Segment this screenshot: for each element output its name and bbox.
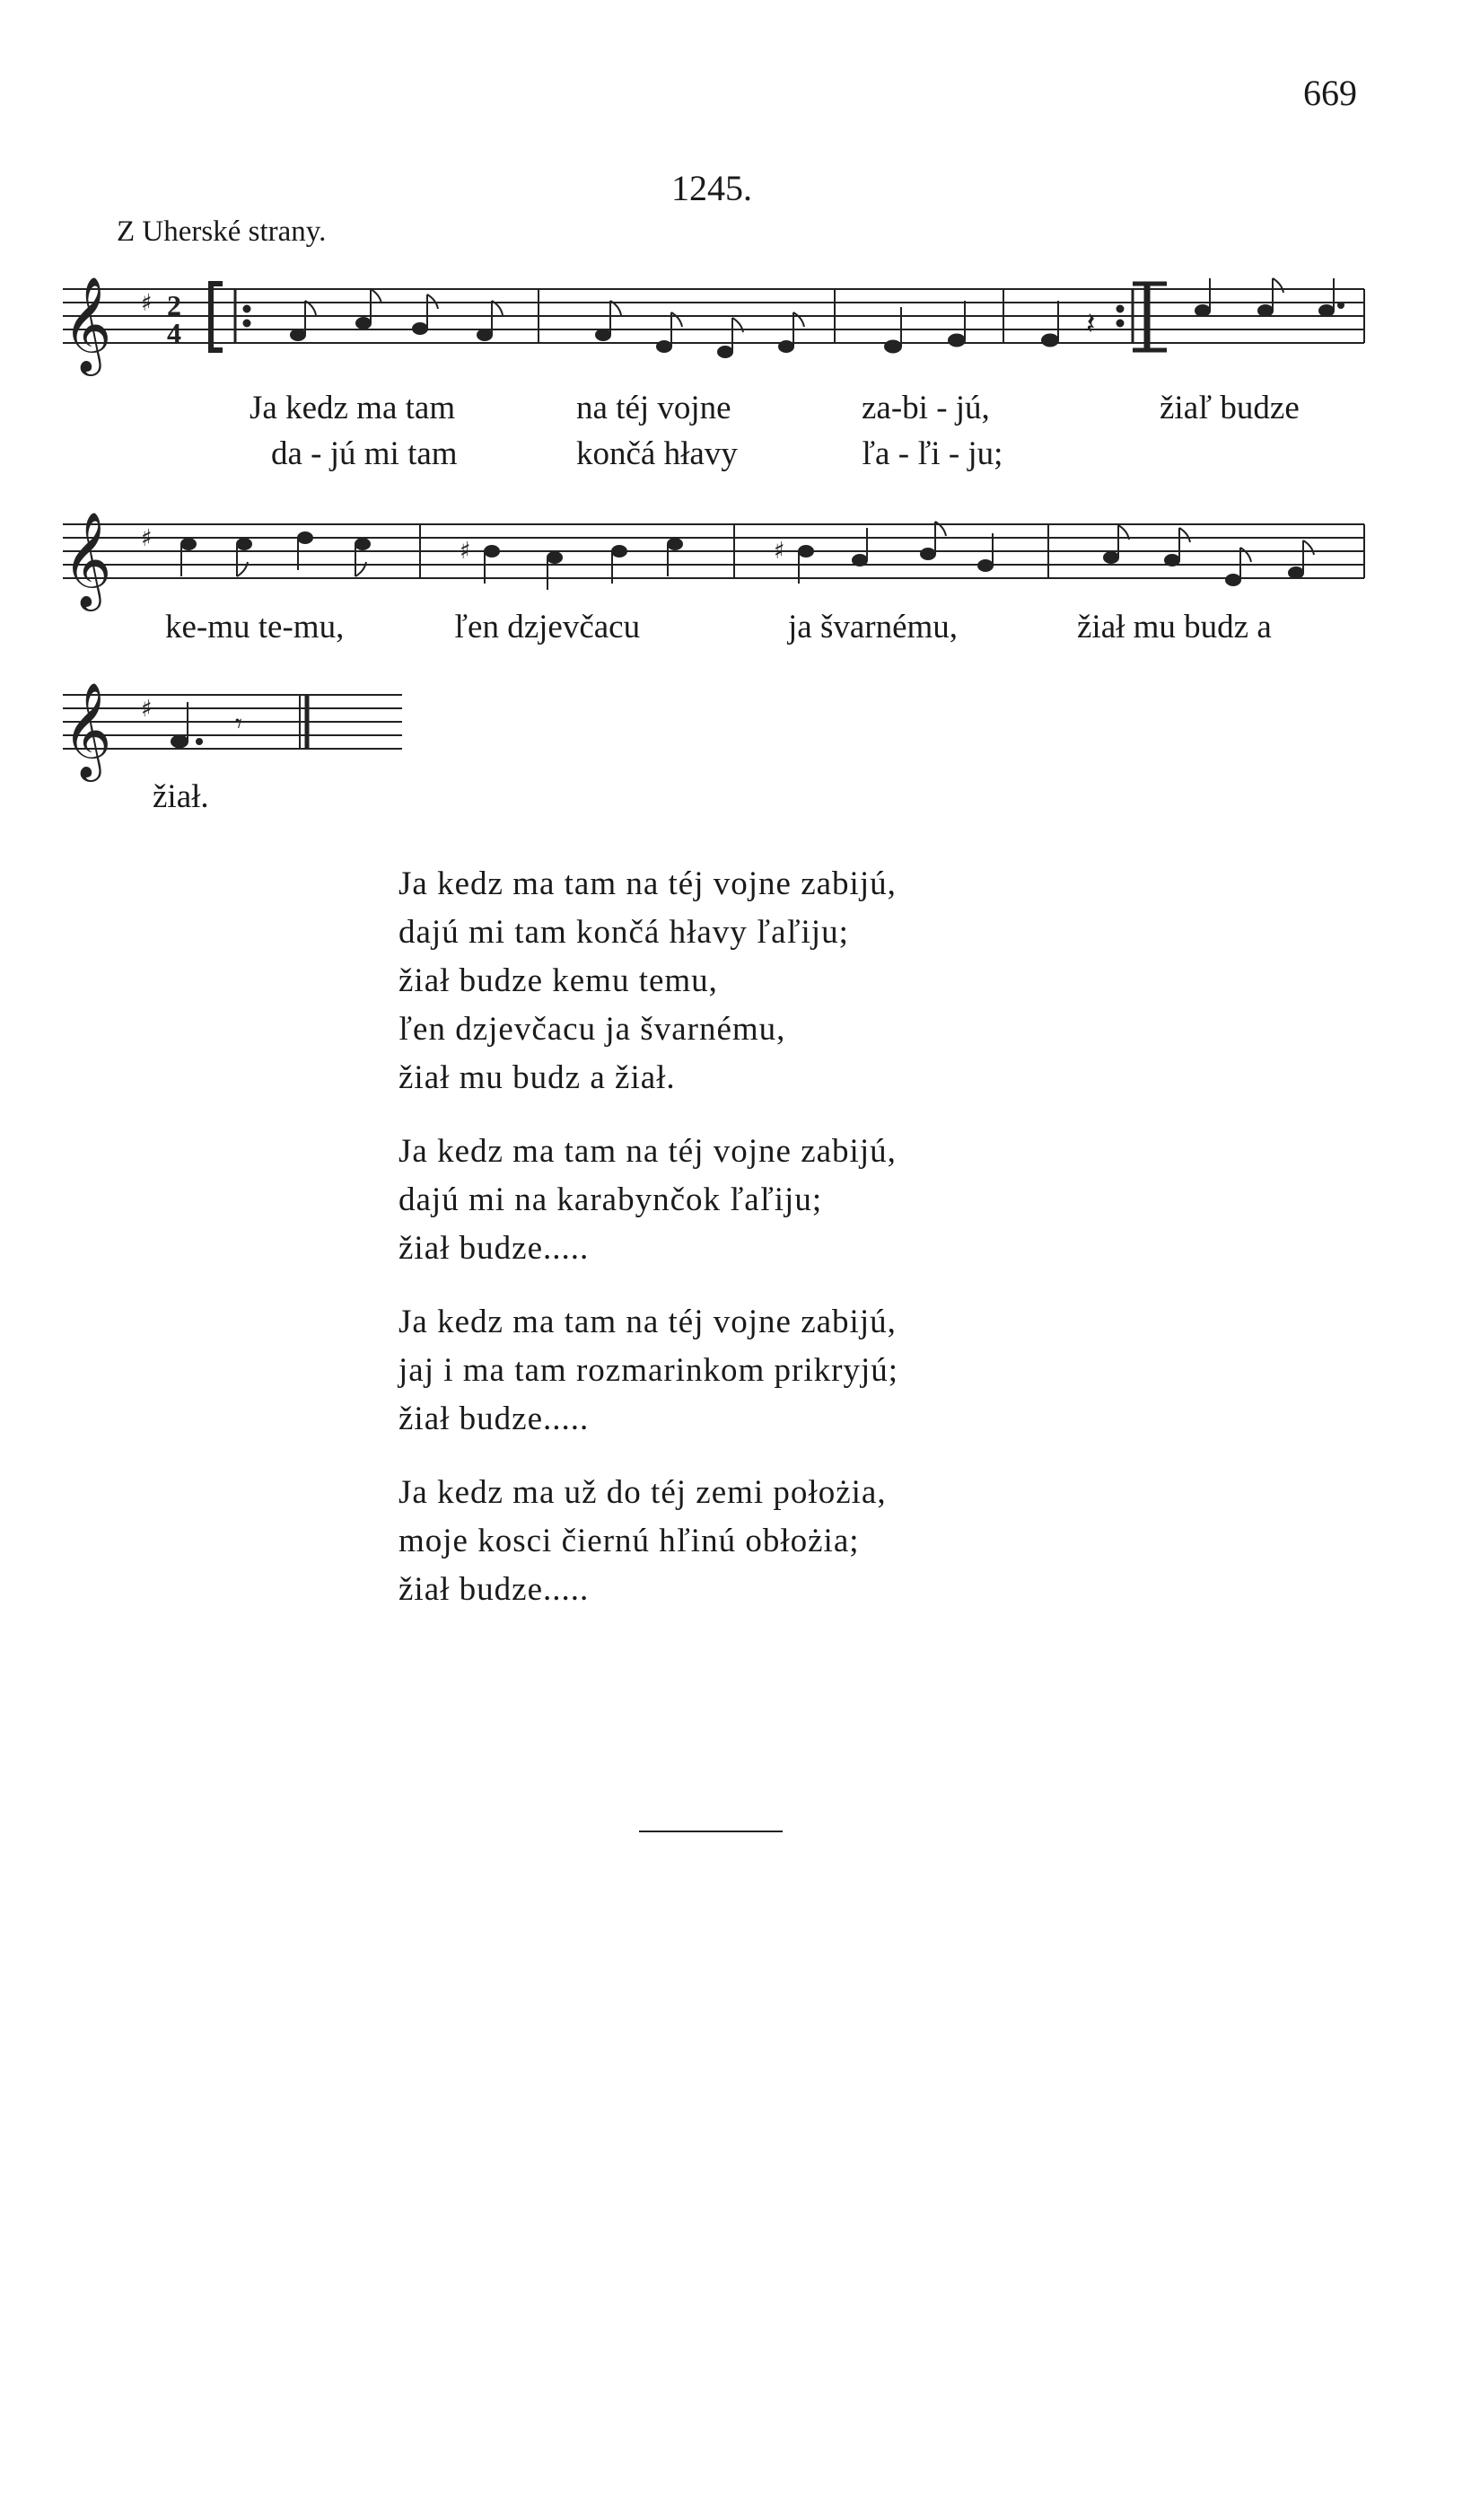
verse-3-line-3: žiał budze.....	[398, 1400, 590, 1437]
verse-2-line-2: dajú mi na karabynčok ľaľiju;	[398, 1181, 823, 1218]
lyric-s1-l2-m2: končá hłavy	[576, 435, 738, 472]
lyric-s1-l2-m3: ľa - ľi - ju;	[862, 435, 1003, 472]
verse-2-line-3: žiał budze.....	[398, 1230, 590, 1267]
note-group-measure-8	[774, 522, 993, 584]
note-group-measure-5	[1195, 278, 1344, 316]
note-group-measure-4	[1042, 301, 1058, 347]
lyric-s2-m7: ľen dzjevčacu	[454, 609, 641, 645]
sharp-icon: ♯	[774, 538, 785, 565]
verse-3-line-2: jaj i ma tam rozmarinkom prikryjú;	[398, 1352, 899, 1389]
note-group-measure-1	[291, 289, 503, 340]
verse-4-line-1: Ja kedz ma už do téj zemi położia,	[398, 1474, 887, 1511]
verse-1-line-2: dajú mi tam končá hłavy ľaľiju;	[398, 914, 849, 951]
verse-1-line-4: ľen dzjevčacu ja švarnému,	[398, 1011, 786, 1048]
sharp-icon: ♯	[141, 290, 153, 317]
quarter-rest-icon: 𝄽	[1086, 306, 1096, 342]
page-number: 669	[1303, 73, 1357, 113]
lyric-s3-m10: žiał.	[153, 778, 209, 815]
time-signature-top: 2	[167, 289, 181, 321]
lyric-s1-l2-m1: da - jú mi tam	[271, 435, 458, 472]
verse-4-line-2: moje kosci čiernú hľinú obłożia;	[398, 1523, 860, 1559]
lyric-s1-l1-m3: za-bi - jú,	[862, 390, 990, 426]
treble-clef-icon: 𝄞	[63, 681, 112, 777]
lyric-s1-l1-m1: Ja kedz ma tam	[250, 390, 456, 426]
sharp-icon: ♯	[141, 525, 153, 552]
treble-clef-icon: 𝄞	[63, 276, 112, 372]
note-group-measure-6	[181, 532, 370, 576]
verse-1-line-1: Ja kedz ma tam na téj vojne zabijú,	[398, 865, 897, 902]
sharp-icon: ♯	[141, 696, 153, 723]
end-rule	[639, 1831, 783, 1832]
verse-3-line-1: Ja kedz ma tam na téj vojne zabijú,	[398, 1304, 897, 1340]
sharp-icon: ♯	[460, 538, 471, 565]
verse-1-line-5: žiał mu budz a žiał.	[398, 1059, 676, 1096]
lyric-s2-m9: žiał mu budz a	[1077, 609, 1272, 645]
verse-4-line-3: žiał budze.....	[398, 1571, 590, 1608]
time-signature-bottom: 4	[167, 317, 181, 349]
eighth-rest-icon: 𝄾	[235, 708, 242, 740]
lyric-s1-l1-m5: žiaľ budze	[1160, 390, 1300, 426]
treble-clef-icon: 𝄞	[63, 511, 112, 607]
song-number: 1245.	[671, 168, 752, 208]
verse-2-line-1: Ja kedz ma tam na téj vojne zabijú,	[398, 1133, 897, 1170]
verse-1-line-3: žiał budze kemu temu,	[398, 962, 718, 999]
note-group-measure-3	[885, 301, 965, 353]
music-staff-system-3	[0, 673, 1480, 790]
lyric-s2-m8: ja švarnému,	[788, 609, 959, 645]
song-origin: Z Uherské strany.	[117, 215, 327, 248]
lyric-s1-l1-m2: na téj vojne	[576, 390, 731, 426]
note-group-measure-9	[1104, 525, 1314, 585]
lyric-s2-m6: ke-mu te-mu,	[165, 609, 345, 645]
